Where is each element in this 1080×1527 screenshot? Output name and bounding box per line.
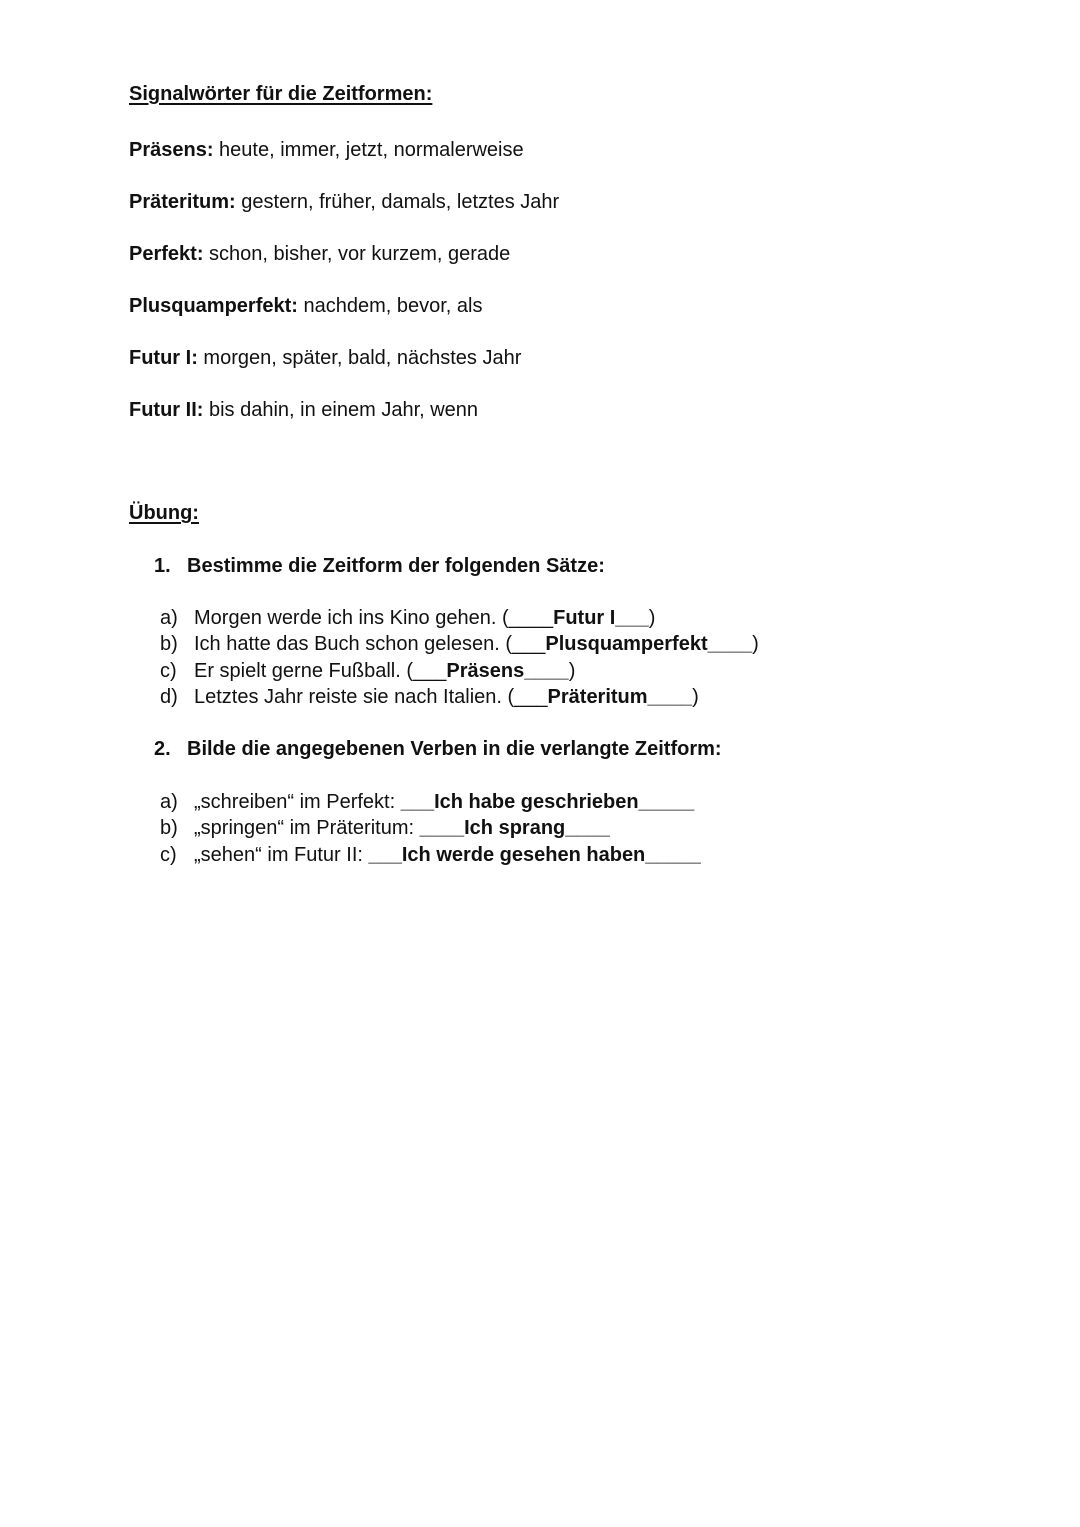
- signal-label: Futur I:: [129, 347, 198, 369]
- task-2-item-a: [160, 791, 694, 814]
- item-letter: b): [160, 633, 178, 655]
- signal-line-plusquamperfekt: [129, 295, 483, 318]
- item-letter: d): [160, 686, 178, 708]
- item-sentence: Morgen werde ich ins Kino gehen. (: [194, 607, 509, 629]
- signal-words: schon, bisher, vor kurzem, gerade: [203, 243, 511, 265]
- task-title-text: Bilde die angegebenen Verben in die verlangte Zeitform:: [187, 738, 722, 760]
- task-1-item-a: [160, 607, 655, 630]
- answer-text: Futur I___: [553, 607, 649, 629]
- task-2-item-c: [160, 844, 701, 867]
- task-2-item-b: [160, 817, 610, 840]
- item-prompt: „schreiben“ im Perfekt:: [194, 791, 401, 813]
- answer-blank: ___: [412, 660, 447, 682]
- signal-label: Präsens:: [129, 139, 214, 161]
- item-letter: a): [160, 791, 178, 813]
- task-1-item-d: [160, 686, 699, 709]
- task-number: 2.: [154, 738, 171, 760]
- signal-label: Plusquamperfekt:: [129, 295, 298, 317]
- item-sentence: Letztes Jahr reiste sie nach Italien. (: [194, 686, 515, 708]
- task-1-title: [154, 555, 605, 578]
- item-letter: a): [160, 607, 178, 629]
- task-1-item-b: [160, 633, 759, 656]
- signal-words: gestern, früher, damals, letztes Jahr: [235, 191, 560, 213]
- answer-text: Präsens____: [446, 660, 569, 682]
- signal-line-futur-2: [129, 399, 478, 422]
- answer-blank: ___: [511, 633, 546, 655]
- signal-line-perfekt: [129, 243, 510, 266]
- signal-words: nachdem, bevor, als: [297, 295, 483, 317]
- signal-line-praeteritum: [129, 191, 559, 214]
- task-number: 1.: [154, 555, 171, 577]
- signal-words: bis dahin, in einem Jahr, wenn: [203, 399, 479, 421]
- signal-line-praesens: [129, 139, 524, 162]
- answer-text: ____Ich sprang____: [419, 817, 610, 839]
- signal-line-futur-1: [129, 347, 521, 370]
- answer-blank: ___: [514, 686, 548, 708]
- signal-words-heading: Signalwörter für die Zeitformen:: [129, 83, 433, 105]
- closing-paren: ): [648, 607, 656, 629]
- item-prompt: „sehen“ im Futur II:: [194, 844, 369, 866]
- closing-paren: ): [752, 633, 759, 655]
- closing-paren: ): [568, 660, 576, 682]
- task-title-text: Bestimme die Zeitform der folgenden Sätze:: [187, 555, 605, 577]
- item-letter: c): [160, 844, 177, 866]
- task-2-title: [154, 738, 722, 761]
- signal-words: heute, immer, jetzt, normalerweise: [213, 139, 524, 161]
- answer-blank: ____: [508, 607, 554, 629]
- answer-text: ___Ich habe geschrieben_____: [400, 791, 695, 813]
- signal-label: Futur II:: [129, 399, 204, 421]
- item-sentence: Er spielt gerne Fußball. (: [194, 660, 413, 682]
- answer-text: ___Ich werde gesehen haben_____: [368, 844, 701, 866]
- item-letter: c): [160, 660, 177, 682]
- closing-paren: ): [692, 686, 699, 708]
- answer-text: Plusquamperfekt____: [545, 633, 753, 655]
- signal-words: morgen, später, bald, nächstes Jahr: [197, 347, 522, 369]
- item-prompt: „springen“ im Präteritum:: [194, 817, 420, 839]
- item-sentence: Ich hatte das Buch schon gelesen. (: [194, 633, 512, 655]
- answer-text: Präteritum____: [547, 686, 693, 708]
- item-letter: b): [160, 817, 178, 839]
- exercise-heading: Übung:: [129, 502, 199, 524]
- task-1-item-c: [160, 660, 575, 683]
- signal-label: Perfekt:: [129, 243, 204, 265]
- signal-label: Präteritum:: [129, 191, 236, 213]
